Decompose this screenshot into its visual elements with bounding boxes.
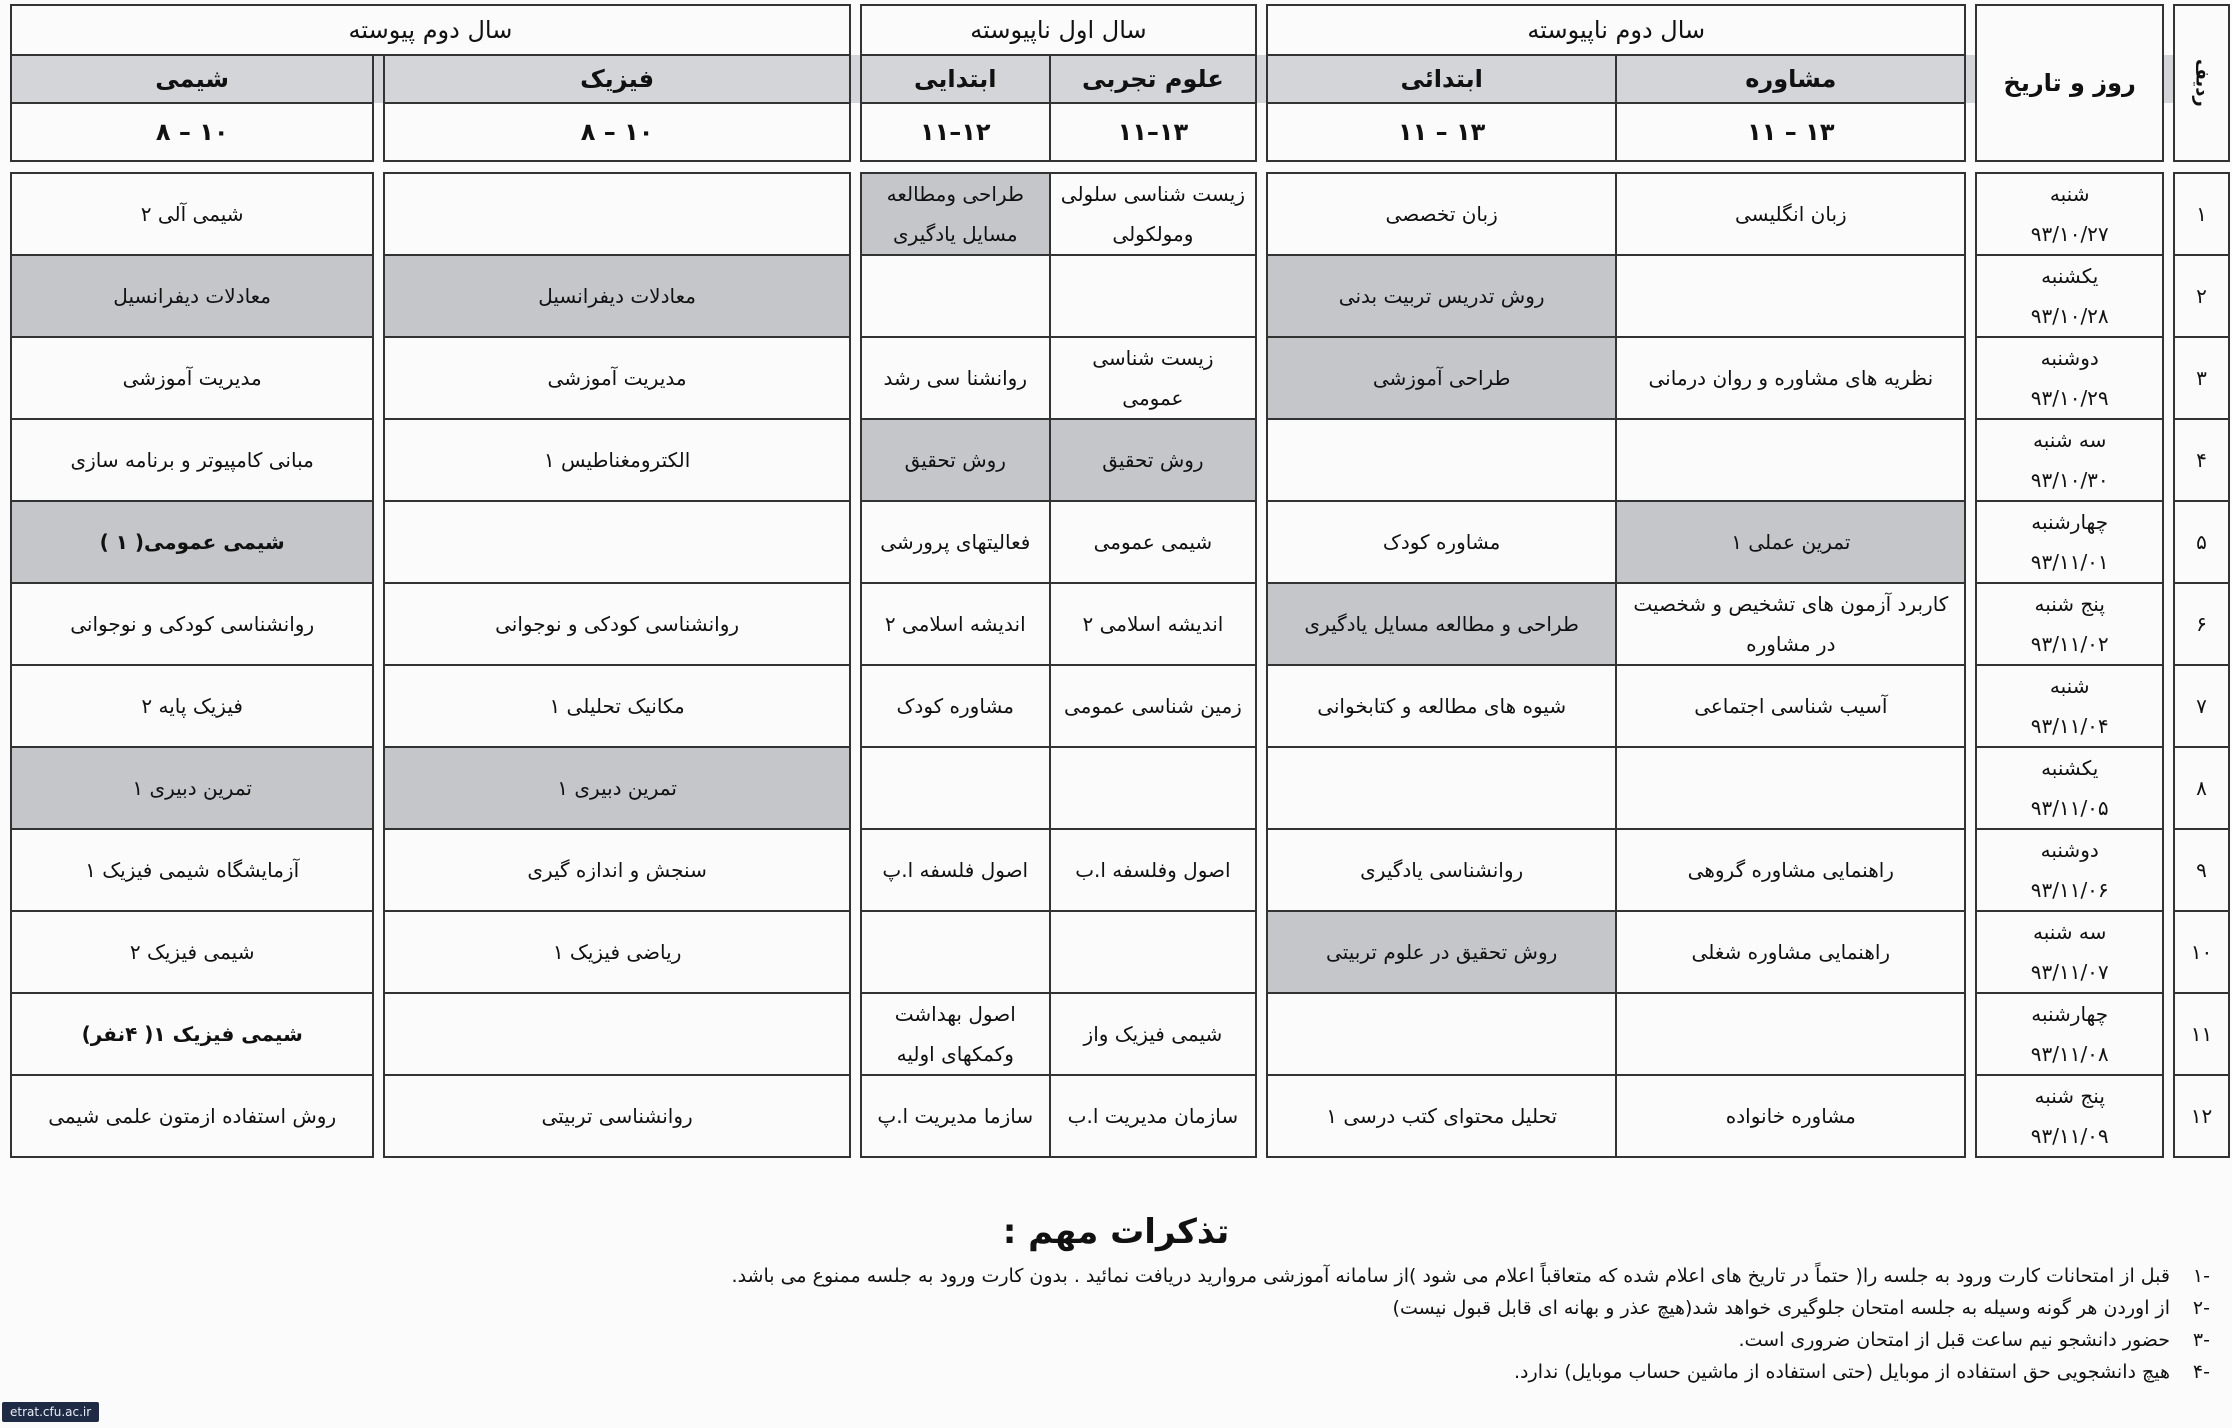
column-separator bbox=[2163, 1075, 2174, 1157]
exam-subject-cell: زیست شناسی سلولی ومولکولی bbox=[1050, 173, 1256, 255]
exam-subject-cell: اصول فلسفه ا.پ bbox=[861, 829, 1050, 911]
column-separator bbox=[1965, 1075, 1976, 1157]
exam-subject-cell: تمرین دبیری ۱ bbox=[11, 747, 373, 829]
column-separator bbox=[1256, 747, 1267, 829]
column-separator bbox=[850, 255, 861, 337]
row-number: ۱۱ bbox=[2174, 993, 2229, 1075]
exam-schedule-table bbox=[10, 4, 2230, 1158]
important-notes bbox=[0, 1212, 2232, 1388]
exam-subject-cell: سازما مدیریت ا.پ bbox=[861, 1075, 1050, 1157]
field-primary-second-year: ابتدائی bbox=[1267, 55, 1616, 103]
date-value: ۹۳/۱۰/۲۹ bbox=[2030, 386, 2109, 410]
note-text: از اوردن هر گونه وسیله به جلسه امتحان جلوگیری خواهد شد(هیچ عذر و بهانه ای قابل قبول نیست) bbox=[1392, 1297, 2170, 1319]
exam-subject-cell: روش تدریس تربیت بدنی bbox=[1267, 255, 1616, 337]
date-cell bbox=[1976, 173, 2163, 255]
date-value: ۹۳/۱۱/۰۸ bbox=[2030, 1042, 2109, 1066]
column-separator bbox=[850, 665, 861, 747]
column-separator bbox=[1965, 419, 1976, 501]
date-value: ۹۳/۱۱/۰۹ bbox=[2030, 1124, 2109, 1148]
column-separator bbox=[1965, 103, 1976, 161]
column-separator bbox=[1256, 55, 1267, 103]
exam-subject-cell bbox=[1267, 747, 1616, 829]
field-primary-first-year: ابتدایی bbox=[861, 55, 1050, 103]
day-name: سه شنبه bbox=[2033, 920, 2107, 944]
column-separator bbox=[2163, 747, 2174, 829]
exam-subject-cell: شیمی عمومی bbox=[1050, 501, 1256, 583]
column-separator bbox=[373, 255, 384, 337]
exam-subject-cell: روانشناسی تربیتی bbox=[384, 1075, 850, 1157]
column-separator bbox=[2163, 173, 2174, 255]
column-separator bbox=[850, 419, 861, 501]
exam-subject-cell: شیمی آلی ۲ bbox=[11, 173, 373, 255]
date-cell bbox=[1976, 337, 2163, 419]
date-value: ۹۳/۱۱/۰۷ bbox=[2030, 960, 2109, 984]
note-number: -۳ bbox=[2192, 1329, 2210, 1351]
header-gap bbox=[861, 161, 1050, 173]
column-separator bbox=[373, 103, 384, 161]
column-separator bbox=[1965, 501, 1976, 583]
exam-subject-cell: تمرین دبیری ۱ bbox=[384, 747, 850, 829]
column-separator bbox=[373, 747, 384, 829]
row-number: ۶ bbox=[2174, 583, 2229, 665]
row-number: ۵ bbox=[2174, 501, 2229, 583]
exam-subject-cell: آزمایشگاه شیمی فیزیک ۱ bbox=[11, 829, 373, 911]
header-gap bbox=[1256, 161, 1267, 173]
exam-subject-cell: ریاضی فیزیک ۱ bbox=[384, 911, 850, 993]
column-separator bbox=[373, 1075, 384, 1157]
exam-subject-cell bbox=[384, 173, 850, 255]
column-separator bbox=[2163, 103, 2174, 161]
column-separator bbox=[1965, 255, 1976, 337]
column-separator bbox=[373, 337, 384, 419]
date-value: ۹۳/۱۱/۰۵ bbox=[2030, 796, 2109, 820]
day-name: دوشنبه bbox=[2040, 838, 2099, 862]
header-gap bbox=[384, 161, 850, 173]
day-name: دوشنبه bbox=[2040, 346, 2099, 370]
header-gap bbox=[1050, 161, 1256, 173]
column-separator bbox=[1965, 829, 1976, 911]
column-separator bbox=[373, 55, 384, 103]
exam-subject-cell: اصول وفلسفه ا.ب bbox=[1050, 829, 1256, 911]
column-separator bbox=[850, 103, 861, 161]
exam-subject-cell: شیمی عمومی( ۱ ) bbox=[11, 501, 373, 583]
column-separator bbox=[850, 993, 861, 1075]
column-separator bbox=[2163, 255, 2174, 337]
column-separator bbox=[850, 829, 861, 911]
group-first-year-noncontinuous: سال اول ناپیوسته bbox=[861, 5, 1256, 55]
group-second-year-continuous: سال دوم پیوسته bbox=[11, 5, 850, 55]
exam-subject-cell bbox=[861, 747, 1050, 829]
column-separator bbox=[2163, 5, 2174, 55]
day-name: شنبه bbox=[2049, 674, 2090, 698]
date-cell bbox=[1976, 665, 2163, 747]
column-separator bbox=[373, 993, 384, 1075]
exam-time: ۸ – ۱۰ bbox=[11, 103, 373, 161]
date-value: ۹۳/۱۱/۰۱ bbox=[2030, 550, 2109, 574]
column-separator bbox=[1256, 173, 1267, 255]
column-separator bbox=[373, 829, 384, 911]
date-value: ۹۳/۱۱/۰۶ bbox=[2030, 878, 2109, 902]
exam-subject-cell: فعالیتهای پرورشی bbox=[861, 501, 1050, 583]
date-cell bbox=[1976, 829, 2163, 911]
exam-subject-cell: تمرین عملی ۱ bbox=[1616, 501, 1965, 583]
exam-subject-cell: روش تحقیق bbox=[861, 419, 1050, 501]
exam-subject-cell: مشاوره کودک bbox=[861, 665, 1050, 747]
date-cell bbox=[1976, 583, 2163, 665]
notes-title: تذکرات مهم : bbox=[1002, 1212, 1230, 1252]
column-separator bbox=[850, 337, 861, 419]
note-number: -۱ bbox=[2192, 1265, 2210, 1287]
exam-subject-cell: مشاوره کودک bbox=[1267, 501, 1616, 583]
date-value: ۹۳/۱۰/۲۸ bbox=[2030, 304, 2109, 328]
exam-subject-cell bbox=[1050, 911, 1256, 993]
exam-subject-cell: معادلات دیفرانسیل bbox=[384, 255, 850, 337]
exam-subject-cell: معادلات دیفرانسیل bbox=[11, 255, 373, 337]
exam-subject-cell: روش تحقیق bbox=[1050, 419, 1256, 501]
exam-subject-cell: مدیریت آموزشی bbox=[384, 337, 850, 419]
exam-subject-cell: روانشناسی یادگیری bbox=[1267, 829, 1616, 911]
column-separator bbox=[2163, 55, 2174, 103]
note-text: قبل از امتحانات کارت ورود به جلسه را( حتماً در تاریخ های اعلام شده که متعاقباً اعلام می شود )از سامانه آموزشی مرواريد دریافت نمائید . بدون کارت ورود به جلسه ممنوع می باشد. bbox=[731, 1265, 2170, 1287]
exam-subject-cell: شیمی فیزیک واز bbox=[1050, 993, 1256, 1075]
row-number: ۲ bbox=[2174, 255, 2229, 337]
exam-subject-cell bbox=[1616, 993, 1965, 1075]
exam-subject-cell: تحلیل محتوای کتب درسی ۱ bbox=[1267, 1075, 1616, 1157]
row-number: ۸ bbox=[2174, 747, 2229, 829]
date-cell bbox=[1976, 419, 2163, 501]
exam-subject-cell bbox=[1050, 255, 1256, 337]
day-name: یکشنبه bbox=[2041, 756, 2099, 780]
exam-subject-cell bbox=[384, 993, 850, 1075]
date-cell bbox=[1976, 1075, 2163, 1157]
exam-subject-cell: اصول بهداشت وکمکهای اولیه bbox=[861, 993, 1050, 1075]
exam-subject-cell: سازمان مدیریت ا.ب bbox=[1050, 1075, 1256, 1157]
exam-subject-cell: روانشناسی کودکی و نوجوانی bbox=[384, 583, 850, 665]
header-gap bbox=[850, 161, 861, 173]
field-counseling: مشاوره bbox=[1616, 55, 1965, 103]
column-separator bbox=[1256, 419, 1267, 501]
day-name: پنج شنبه bbox=[2034, 1084, 2105, 1108]
exam-subject-cell: طراحی و مطالعه مسایل یادگیری bbox=[1267, 583, 1616, 665]
exam-subject-cell: مکانیک تحلیلی ۱ bbox=[384, 665, 850, 747]
date-value: ۹۳/۱۰/۲۷ bbox=[2030, 222, 2109, 246]
column-header-row-number: ردیف bbox=[2174, 5, 2229, 161]
header-gap bbox=[1965, 161, 1976, 173]
day-name: پنج شنبه bbox=[2034, 592, 2105, 616]
column-separator bbox=[850, 747, 861, 829]
note-item bbox=[0, 1292, 2232, 1324]
exam-subject-cell bbox=[861, 255, 1050, 337]
note-item bbox=[0, 1260, 2232, 1292]
exam-subject-cell bbox=[1050, 747, 1256, 829]
header-gap bbox=[2163, 161, 2174, 173]
column-separator bbox=[850, 583, 861, 665]
exam-subject-cell: کاربرد آزمون های تشخیص و شخصیت در مشاوره bbox=[1616, 583, 1965, 665]
exam-subject-cell: طراحی آموزشی bbox=[1267, 337, 1616, 419]
header-gap bbox=[373, 161, 384, 173]
day-name: شنبه bbox=[2049, 182, 2090, 206]
column-separator bbox=[1256, 5, 1267, 55]
exam-subject-cell: اندیشه اسلامی ۲ bbox=[861, 583, 1050, 665]
header-gap bbox=[2174, 161, 2229, 173]
column-separator bbox=[850, 55, 861, 103]
day-name: سه شنبه bbox=[2033, 428, 2107, 452]
exam-subject-cell bbox=[1267, 993, 1616, 1075]
exam-subject-cell: زبان انگلیسی bbox=[1616, 173, 1965, 255]
row-number: ۳ bbox=[2174, 337, 2229, 419]
exam-subject-cell: راهنمایی مشاوره گروهی bbox=[1616, 829, 1965, 911]
exam-subject-cell: روش تحقیق در علوم تربیتی bbox=[1267, 911, 1616, 993]
column-separator bbox=[2163, 911, 2174, 993]
note-item bbox=[0, 1324, 2232, 1356]
header-gap bbox=[1976, 161, 2163, 173]
column-separator bbox=[2163, 829, 2174, 911]
date-cell bbox=[1976, 255, 2163, 337]
date-value: ۹۳/۱۱/۰۴ bbox=[2030, 714, 2109, 738]
exam-subject-cell: روانشنا سی رشد bbox=[861, 337, 1050, 419]
exam-subject-cell bbox=[1616, 419, 1965, 501]
column-separator bbox=[373, 501, 384, 583]
date-cell bbox=[1976, 747, 2163, 829]
note-item bbox=[0, 1356, 2232, 1388]
day-name: چهارشنبه bbox=[2031, 510, 2109, 534]
exam-subject-cell: طراحی ومطالعه مسایل یادگیری bbox=[861, 173, 1050, 255]
field-chemistry: شیمی bbox=[11, 55, 373, 103]
note-number: -۴ bbox=[2192, 1361, 2210, 1383]
column-separator bbox=[1256, 1075, 1267, 1157]
column-separator bbox=[1256, 255, 1267, 337]
row-number: ۱ bbox=[2174, 173, 2229, 255]
column-separator bbox=[850, 173, 861, 255]
exam-subject-cell bbox=[1267, 419, 1616, 501]
column-separator bbox=[1256, 829, 1267, 911]
column-separator bbox=[1965, 337, 1976, 419]
column-separator bbox=[1965, 747, 1976, 829]
column-separator bbox=[1256, 103, 1267, 161]
column-separator bbox=[1256, 911, 1267, 993]
column-separator bbox=[373, 583, 384, 665]
exam-subject-cell: روانشناسی کودکی و نوجوانی bbox=[11, 583, 373, 665]
column-separator bbox=[1965, 993, 1976, 1075]
column-separator bbox=[373, 665, 384, 747]
exam-subject-cell: سنجش و اندازه گیری bbox=[384, 829, 850, 911]
date-cell bbox=[1976, 501, 2163, 583]
date-value: ۹۳/۱۱/۰۲ bbox=[2030, 632, 2109, 656]
column-separator bbox=[850, 501, 861, 583]
exam-time: ۱۱ – ۱۳ bbox=[1616, 103, 1965, 161]
exam-subject-cell: نظریه های مشاوره و روان درمانی bbox=[1616, 337, 1965, 419]
row-number: ۹ bbox=[2174, 829, 2229, 911]
column-separator bbox=[2163, 337, 2174, 419]
field-experimental-sciences: علوم تجربی bbox=[1050, 55, 1256, 103]
column-separator bbox=[373, 419, 384, 501]
day-name: چهارشنبه bbox=[2031, 1002, 2109, 1026]
exam-subject-cell bbox=[861, 911, 1050, 993]
date-value: ۹۳/۱۰/۳۰ bbox=[2030, 468, 2109, 492]
exam-subject-cell: مدیریت آموزشی bbox=[11, 337, 373, 419]
exam-time: ۱۱–۱۲ bbox=[861, 103, 1050, 161]
column-separator bbox=[1965, 911, 1976, 993]
note-number: -۲ bbox=[2192, 1297, 2210, 1319]
note-text: هیچ دانشجویی حق استفاده از موبایل (حتی استفاده از ماشین حساب موبایل) ندارد. bbox=[1514, 1361, 2170, 1383]
exam-subject-cell: زیست شناسی عمومی bbox=[1050, 337, 1256, 419]
column-separator bbox=[1965, 665, 1976, 747]
row-number: ۷ bbox=[2174, 665, 2229, 747]
column-separator bbox=[1256, 501, 1267, 583]
column-separator bbox=[1965, 173, 1976, 255]
note-text: حضور دانشجو نیم ساعت قبل از امتحان ضروری است. bbox=[1738, 1329, 2170, 1351]
header-gap bbox=[11, 161, 373, 173]
exam-time: ۸ – ۱۰ bbox=[384, 103, 850, 161]
date-cell bbox=[1976, 911, 2163, 993]
exam-subject-cell: زبان تخصصی bbox=[1267, 173, 1616, 255]
exam-subject-cell: شیمی فیزیک ۱( ۴نفر) bbox=[11, 993, 373, 1075]
exam-subject-cell: شیوه های مطالعه و کتابخوانی bbox=[1267, 665, 1616, 747]
row-number: ۱۲ bbox=[2174, 1075, 2229, 1157]
row-number: ۴ bbox=[2174, 419, 2229, 501]
column-separator bbox=[1256, 993, 1267, 1075]
day-name: یکشنبه bbox=[2041, 264, 2099, 288]
exam-time: ۱۱–۱۳ bbox=[1050, 103, 1256, 161]
exam-subject-cell: شیمی فیزیک ۲ bbox=[11, 911, 373, 993]
date-cell bbox=[1976, 993, 2163, 1075]
column-header-date: روز و تاریخ bbox=[1976, 5, 2163, 161]
column-separator bbox=[850, 5, 861, 55]
exam-subject-cell: زمین شناسی عمومی bbox=[1050, 665, 1256, 747]
exam-subject-cell: مشاوره خانواده bbox=[1616, 1075, 1965, 1157]
column-separator bbox=[850, 1075, 861, 1157]
group-second-year-noncontinuous: سال دوم ناپیوسته bbox=[1267, 5, 1965, 55]
exam-subject-cell bbox=[1616, 255, 1965, 337]
header-gap bbox=[1616, 161, 1965, 173]
exam-subject-cell bbox=[384, 501, 850, 583]
exam-subject-cell: الکترومغناطیس ۱ bbox=[384, 419, 850, 501]
header-gap bbox=[1267, 161, 1616, 173]
site-badge: etrat.cfu.ac.ir bbox=[2, 1402, 99, 1422]
column-separator bbox=[373, 911, 384, 993]
column-separator bbox=[2163, 419, 2174, 501]
column-separator bbox=[2163, 665, 2174, 747]
exam-subject-cell: فیزیک پایه ۲ bbox=[11, 665, 373, 747]
column-separator bbox=[2163, 583, 2174, 665]
exam-subject-cell: مبانی کامپیوتر و برنامه سازی bbox=[11, 419, 373, 501]
column-separator bbox=[1256, 337, 1267, 419]
row-number: ۱۰ bbox=[2174, 911, 2229, 993]
column-separator bbox=[1256, 583, 1267, 665]
exam-subject-cell: روش استفاده ازمتون علمی شیمی bbox=[11, 1075, 373, 1157]
column-separator bbox=[1965, 583, 1976, 665]
column-separator bbox=[2163, 501, 2174, 583]
exam-subject-cell: آسیب شناسی اجتماعی bbox=[1616, 665, 1965, 747]
exam-time: ۱۱ – ۱۳ bbox=[1267, 103, 1616, 161]
exam-subject-cell bbox=[1616, 747, 1965, 829]
column-separator bbox=[1965, 5, 1976, 55]
column-separator bbox=[1256, 665, 1267, 747]
field-physics: فیزیک bbox=[384, 55, 850, 103]
exam-subject-cell: راهنمایی مشاوره شغلی bbox=[1616, 911, 1965, 993]
exam-subject-cell: اندیشه اسلامی ۲ bbox=[1050, 583, 1256, 665]
column-separator bbox=[373, 173, 384, 255]
column-separator bbox=[1965, 55, 1976, 103]
column-separator bbox=[850, 911, 861, 993]
column-separator bbox=[2163, 993, 2174, 1075]
